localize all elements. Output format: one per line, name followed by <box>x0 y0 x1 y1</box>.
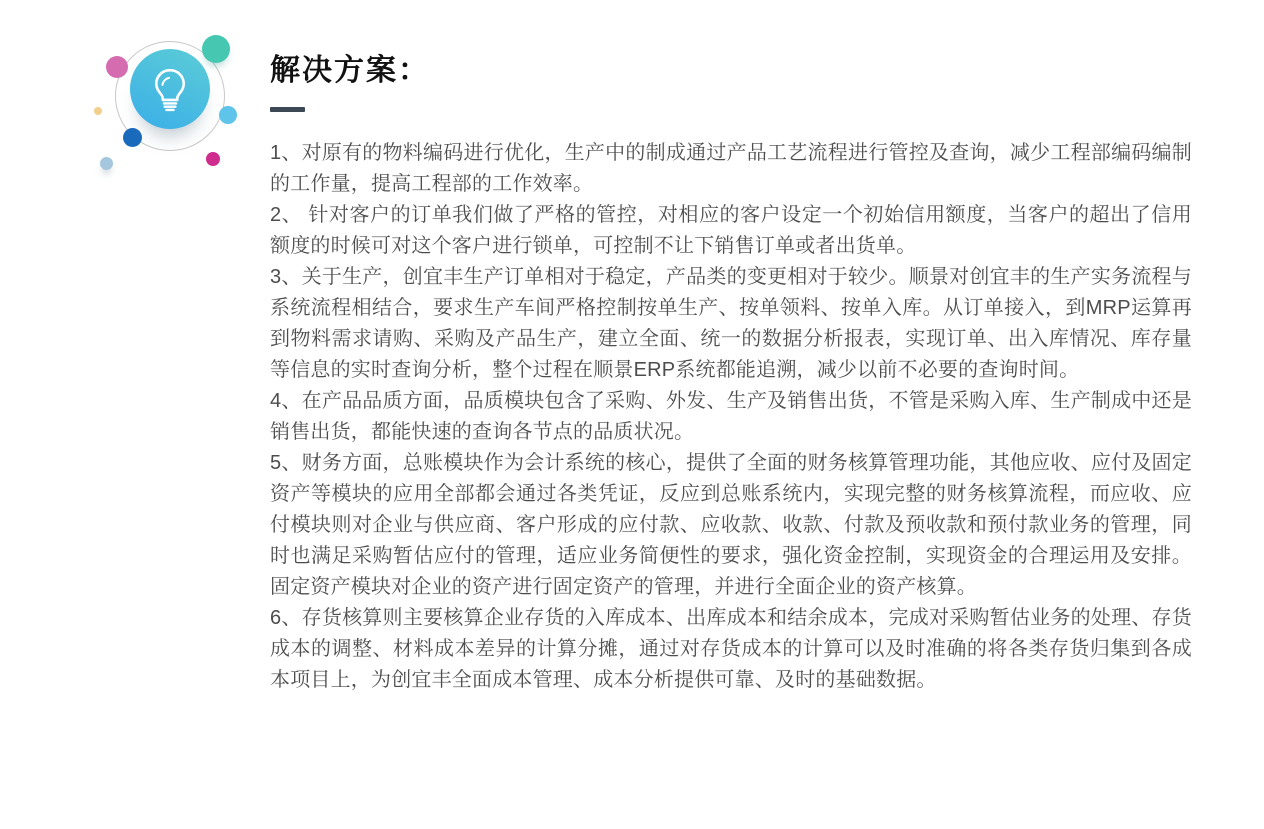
solution-section <box>270 50 1192 696</box>
lightbulb-icon <box>144 63 196 115</box>
paragraph-5: 5、财务方面，总账模块作为会计系统的核心，提供了全面的财务核算管理功能，其他应收、应付及固定资产等模块的应用全部都会通过各类凭证，反应到总账系统内，实现完整的财务核算流程，而应收、应付模块则对企业与供应商、客户形成的应付款、应收款、收款、付款及预收款和预付款业务的管理，同时也满足采购暂估应付的管理，适应业务简便性的要求，强化资金控制，实现资金的合理运用及安排。固定资产模块对企业的资产进行固定资产的管理，并进行全面企业的资产核算。 <box>270 452 1192 598</box>
paragraph-2: 2、 针对客户的订单我们做了严格的管控，对相应的客户设定一个初始信用额度，当客户的超出了信用额度的时候可对这个客户进行锁单，可控制不让下销售订单或者出货单。 <box>270 204 1192 257</box>
dot-magenta <box>206 152 220 166</box>
dot-teal <box>202 35 230 63</box>
paragraph-6: 6、存货核算则主要核算企业存货的入库成本、出库成本和结余成本，完成对采购暂估业务的处理、存货成本的调整、材料成本差异的计算分摊，通过对存货成本的计算可以及时准确的将各类存货归集到各成本项目上，为创宜丰全面成本管理、成本分析提供可靠、及时的基础数据。 <box>270 607 1192 691</box>
lightbulb-illustration <box>88 28 243 190</box>
paragraph-1: 1、对原有的物料编码进行优化，生产中的制成通过产品工艺流程进行管控及查询，减少工程部编码编制的工作量，提高工程部的工作效率。 <box>270 142 1192 195</box>
solution-paragraphs <box>270 138 1192 696</box>
dot-pale <box>100 157 113 170</box>
paragraph-4: 4、在产品品质方面，品质模块包含了采购、外发、生产及销售出货，不管是采购入库、生产制成中还是销售出货，都能快速的查询各节点的品质状况。 <box>270 390 1192 443</box>
title-underline <box>270 107 305 112</box>
lightbulb-circle <box>130 49 210 129</box>
dot-pink <box>106 56 128 78</box>
dot-sky <box>219 106 237 124</box>
page-title: 解决方案： <box>270 54 430 87</box>
dot-yellow <box>94 107 102 115</box>
dot-navy <box>123 128 142 147</box>
paragraph-3: 3、关于生产，创宜丰生产订单相对于稳定，产品类的变更相对于较少。顺景对创宜丰的生产实务流程与系统流程相结合，要求生产车间严格控制按单生产、按单领料、按单入库。从订单接入，到MRP运算再到物料需求请购、采购及产品生产，建立全面、统一的数据分析报表，实现订单、出入库情况、库存量等信息的实时查询分析，整个过程在顺景ERP系统都能追溯，减少以前不必要的查询时间。 <box>270 266 1192 381</box>
